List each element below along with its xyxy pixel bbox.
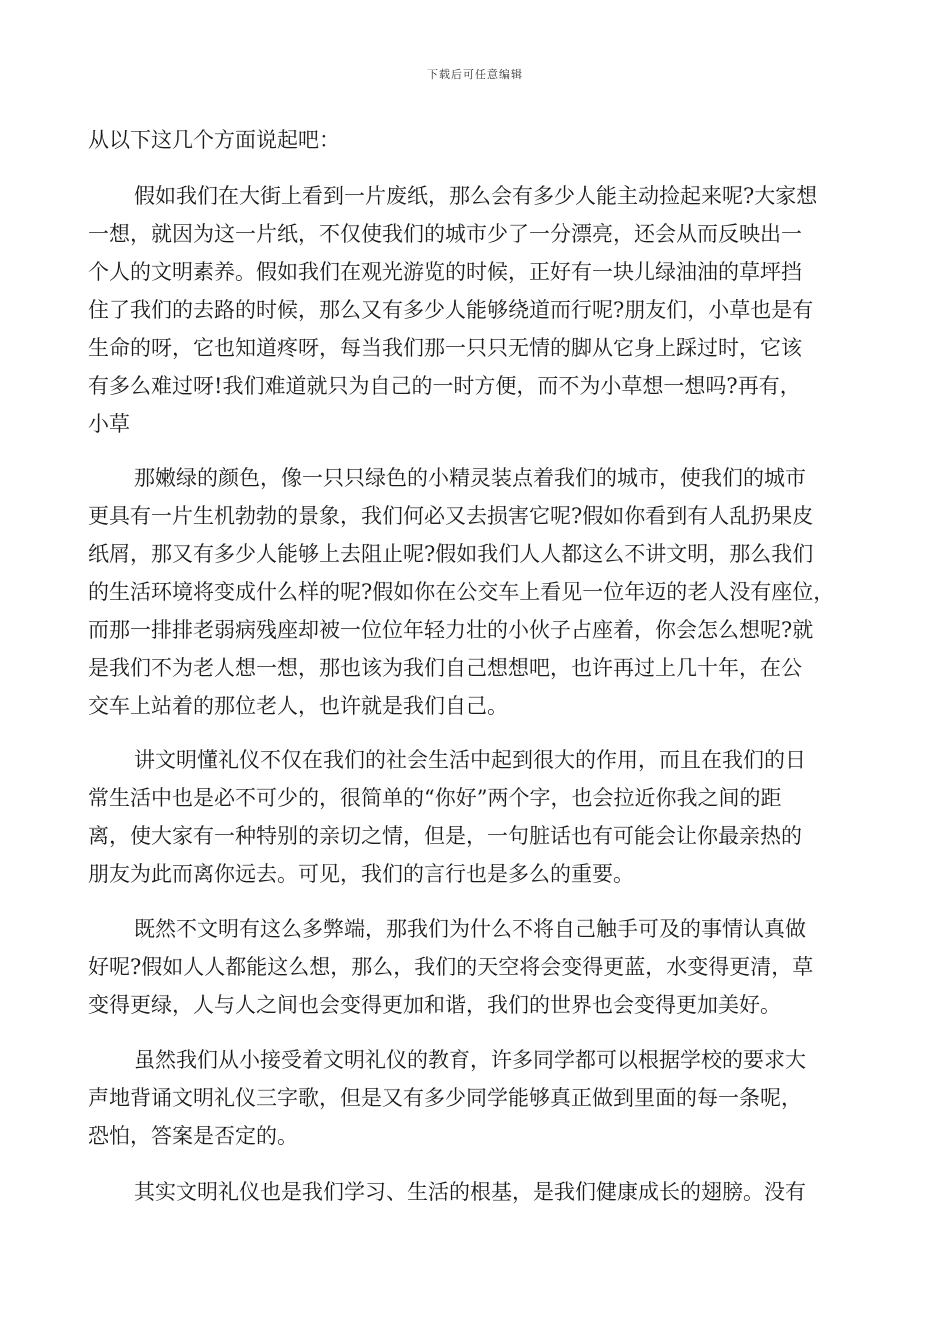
text-line: 讲文明懂礼仪不仅在我们的社会生活中起到很大的作用，而且在我们的日 bbox=[134, 748, 806, 772]
text-line: 声地背诵文明礼仪三字歌，但是又有多少同学能够真正做到里面的每一条呢， bbox=[88, 1086, 802, 1110]
text-line: 一想，就因为这一片纸，不仅使我们的城市少了一分漂亮，还会从而反映出一 bbox=[88, 222, 802, 246]
text-line: 假如我们在大街上看到一片废纸，那么会有多少人能主动捡起来呢?大家想 bbox=[134, 184, 818, 208]
text-line: 虽然我们从小接受着文明礼仪的教育，许多同学都可以根据学校的要求大 bbox=[134, 1048, 806, 1072]
text-line: 小草 bbox=[88, 412, 130, 436]
text-line: 是我们不为老人想一想，那也该为我们自己想想吧，也许再过上几十年，在公 bbox=[88, 656, 802, 680]
text-line: 的生活环境将变成什么样的呢?假如你在公交车上看见一位年迈的老人没有座位， bbox=[88, 580, 835, 604]
text-line: 有多么难过呀!我们难道就只为自己的一时方便，而不为小草想一想吗?再有， bbox=[88, 374, 801, 398]
text-line: 变得更绿，人与人之间也会变得更加和谐，我们的世界也会变得更加美好。 bbox=[88, 993, 781, 1017]
text-line: 住了我们的去路的时候，那么又有多少人能够绕道而行呢?朋友们，小草也是有 bbox=[88, 298, 814, 322]
text-line: 而那一排排老弱病残座却被一位位年轻力壮的小伙子占座着，你会怎么想呢?就 bbox=[88, 618, 814, 642]
text-line: 常生活中也是必不可少的，很简单的“你好”两个字，也会拉近你我之间的距 bbox=[88, 786, 782, 810]
header-note: 下载后可任意编辑 bbox=[427, 68, 523, 81]
text-line: 离，使大家有一种特别的亲切之情，但是，一句脏话也有可能会让你最亲热的 bbox=[88, 824, 802, 848]
text-line: 交车上站着的那位老人，也许就是我们自己。 bbox=[88, 694, 508, 718]
text-line: 既然不文明有这么多弊端，那我们为什么不将自己触手可及的事情认真做 bbox=[134, 917, 806, 941]
text-line: 从以下这几个方面说起吧： bbox=[88, 128, 340, 152]
text-line: 个人的文明素养。假如我们在观光游览的时候，正好有一块儿绿油油的草坪挡 bbox=[88, 260, 802, 284]
text-line: 恐怕，答案是否定的。 bbox=[88, 1124, 298, 1148]
text-line: 好呢?假如人人都能这么想，那么，我们的天空将会变得更蓝，水变得更清，草 bbox=[88, 955, 814, 979]
text-line: 那嫩绿的颜色，像一只只绿色的小精灵装点着我们的城市，使我们的城市 bbox=[134, 466, 806, 490]
text-line: 纸屑，那又有多少人能够上去阻止呢?假如我们人人都这么不讲文明，那么我们 bbox=[88, 542, 814, 566]
text-line: 生命的呀，它也知道疼呀，每当我们那一只只无情的脚从它身上踩过时，它该 bbox=[88, 336, 802, 360]
text-line: 朋友为此而离你远去。可见，我们的言行也是多么的重要。 bbox=[88, 862, 634, 886]
text-line: 其实文明礼仪也是我们学习、生活的根基，是我们健康成长的翅膀。没有 bbox=[134, 1180, 806, 1204]
text-line: 更具有一片生机勃勃的景象，我们何必又去损害它呢?假如你看到有人乱扔果皮 bbox=[88, 504, 814, 528]
